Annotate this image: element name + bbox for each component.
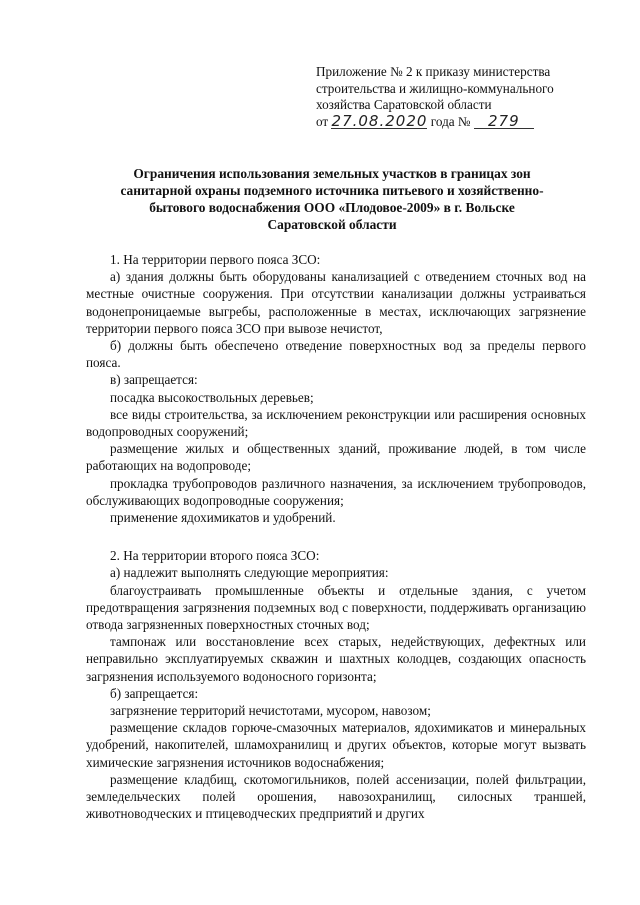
section-2-item: размещение кладбищ, скотомогильников, полей ассенизации, полей фильтрации, земледельческих полей орошения, навозохранилищ, силосных траншей, животноводческих и птицеводческих предприятий и других (86, 771, 586, 822)
section-1-item: прокладка трубопроводов различного назначения, за исключением трубопроводов, обслуживающих водопроводные сооружения; (86, 475, 586, 508)
appendix-line-2: строительства и жилищно-коммунального (316, 80, 554, 96)
document-title (82, 165, 582, 233)
title-line-4: Саратовской области (267, 217, 397, 232)
appendix-date-line (316, 111, 616, 131)
appendix-header (316, 64, 616, 130)
handwritten-number: 279 (474, 114, 534, 129)
section-2-paragraph-b: б) запрещается: (110, 685, 199, 701)
section-2-item: благоустраивать промышленные объекты и отдельные здания, с учетом предотвращения загрязнения подземных вод с поверхности, поддерживать организацию отвода загрязненных поверхностных сточных вод; (86, 582, 586, 633)
section-2-item: размещение складов горюче-смазочных материалов, ядохимикатов и минеральных удобрений, накопителей, шламохранилищ и других объектов, которые могут вызвать химические загрязнения источников водоснабжения; (86, 720, 586, 770)
section-1-item: все виды строительства, за исключением реконструкции или расширения основных водопроводных сооружений; (86, 406, 586, 440)
section-2-paragraph-a: а) надлежит выполнять следующие мероприятия: (110, 565, 389, 581)
section-2-heading: 2. На территории второго пояса ЗСО: (110, 548, 320, 564)
section-1-heading: 1. На территории первого пояса ЗСО: (110, 252, 321, 267)
section-1-item: применение ядохимикатов и удобрений. (110, 510, 336, 526)
title-line-1: Ограничения использования земельных участков в границах зон (133, 166, 531, 181)
section-1-item: размещение жилых и общественных зданий, проживание людей, в том числе работающих на водопроводе; (86, 441, 586, 474)
section-1-paragraph-a: а) здания должны быть оборудованы канализацией с отведением сточных вод на местные очистные сооружения. При отсутствии канализации должны устраиваться водонепроницаемые выгребы, расположенные в местах, исключающих загрязнение территории первого пояса ЗСО при вывозе нечистот, (86, 269, 586, 336)
title-line-2: санитарной охраны подземного источника питьевого и хозяйственно- (120, 183, 544, 198)
section-1-paragraph-b: б) должны быть обеспечено отведение поверхностных вод за пределы первого пояса. (86, 338, 586, 371)
section-1-item: посадка высокоствольных деревьев; (110, 389, 314, 405)
appendix-line-3: хозяйства Саратовской области (316, 97, 492, 112)
appendix-line-1: Приложение № 2 к приказу министерства (316, 64, 551, 79)
section-2-item: тампонаж или восстановление всех старых, недействующих, дефектных или неправильно эксплуатируемых скважин и шахтных колодцев, создающих опасность загрязнения используемого водоносного горизонта; (86, 634, 586, 684)
section-2-item: загрязнение территорий нечистотами, мусором, навозом; (110, 703, 431, 719)
handwritten-date: 27.08.2020 (331, 111, 428, 130)
document-body (86, 251, 586, 823)
from-label: от (316, 113, 329, 129)
number-label: года № (430, 113, 471, 129)
title-line-3: бытового водоснабжения ООО «Плодовое-2009» в г. Вольске (149, 200, 515, 215)
section-1-paragraph-v: в) запрещается: (110, 372, 198, 388)
